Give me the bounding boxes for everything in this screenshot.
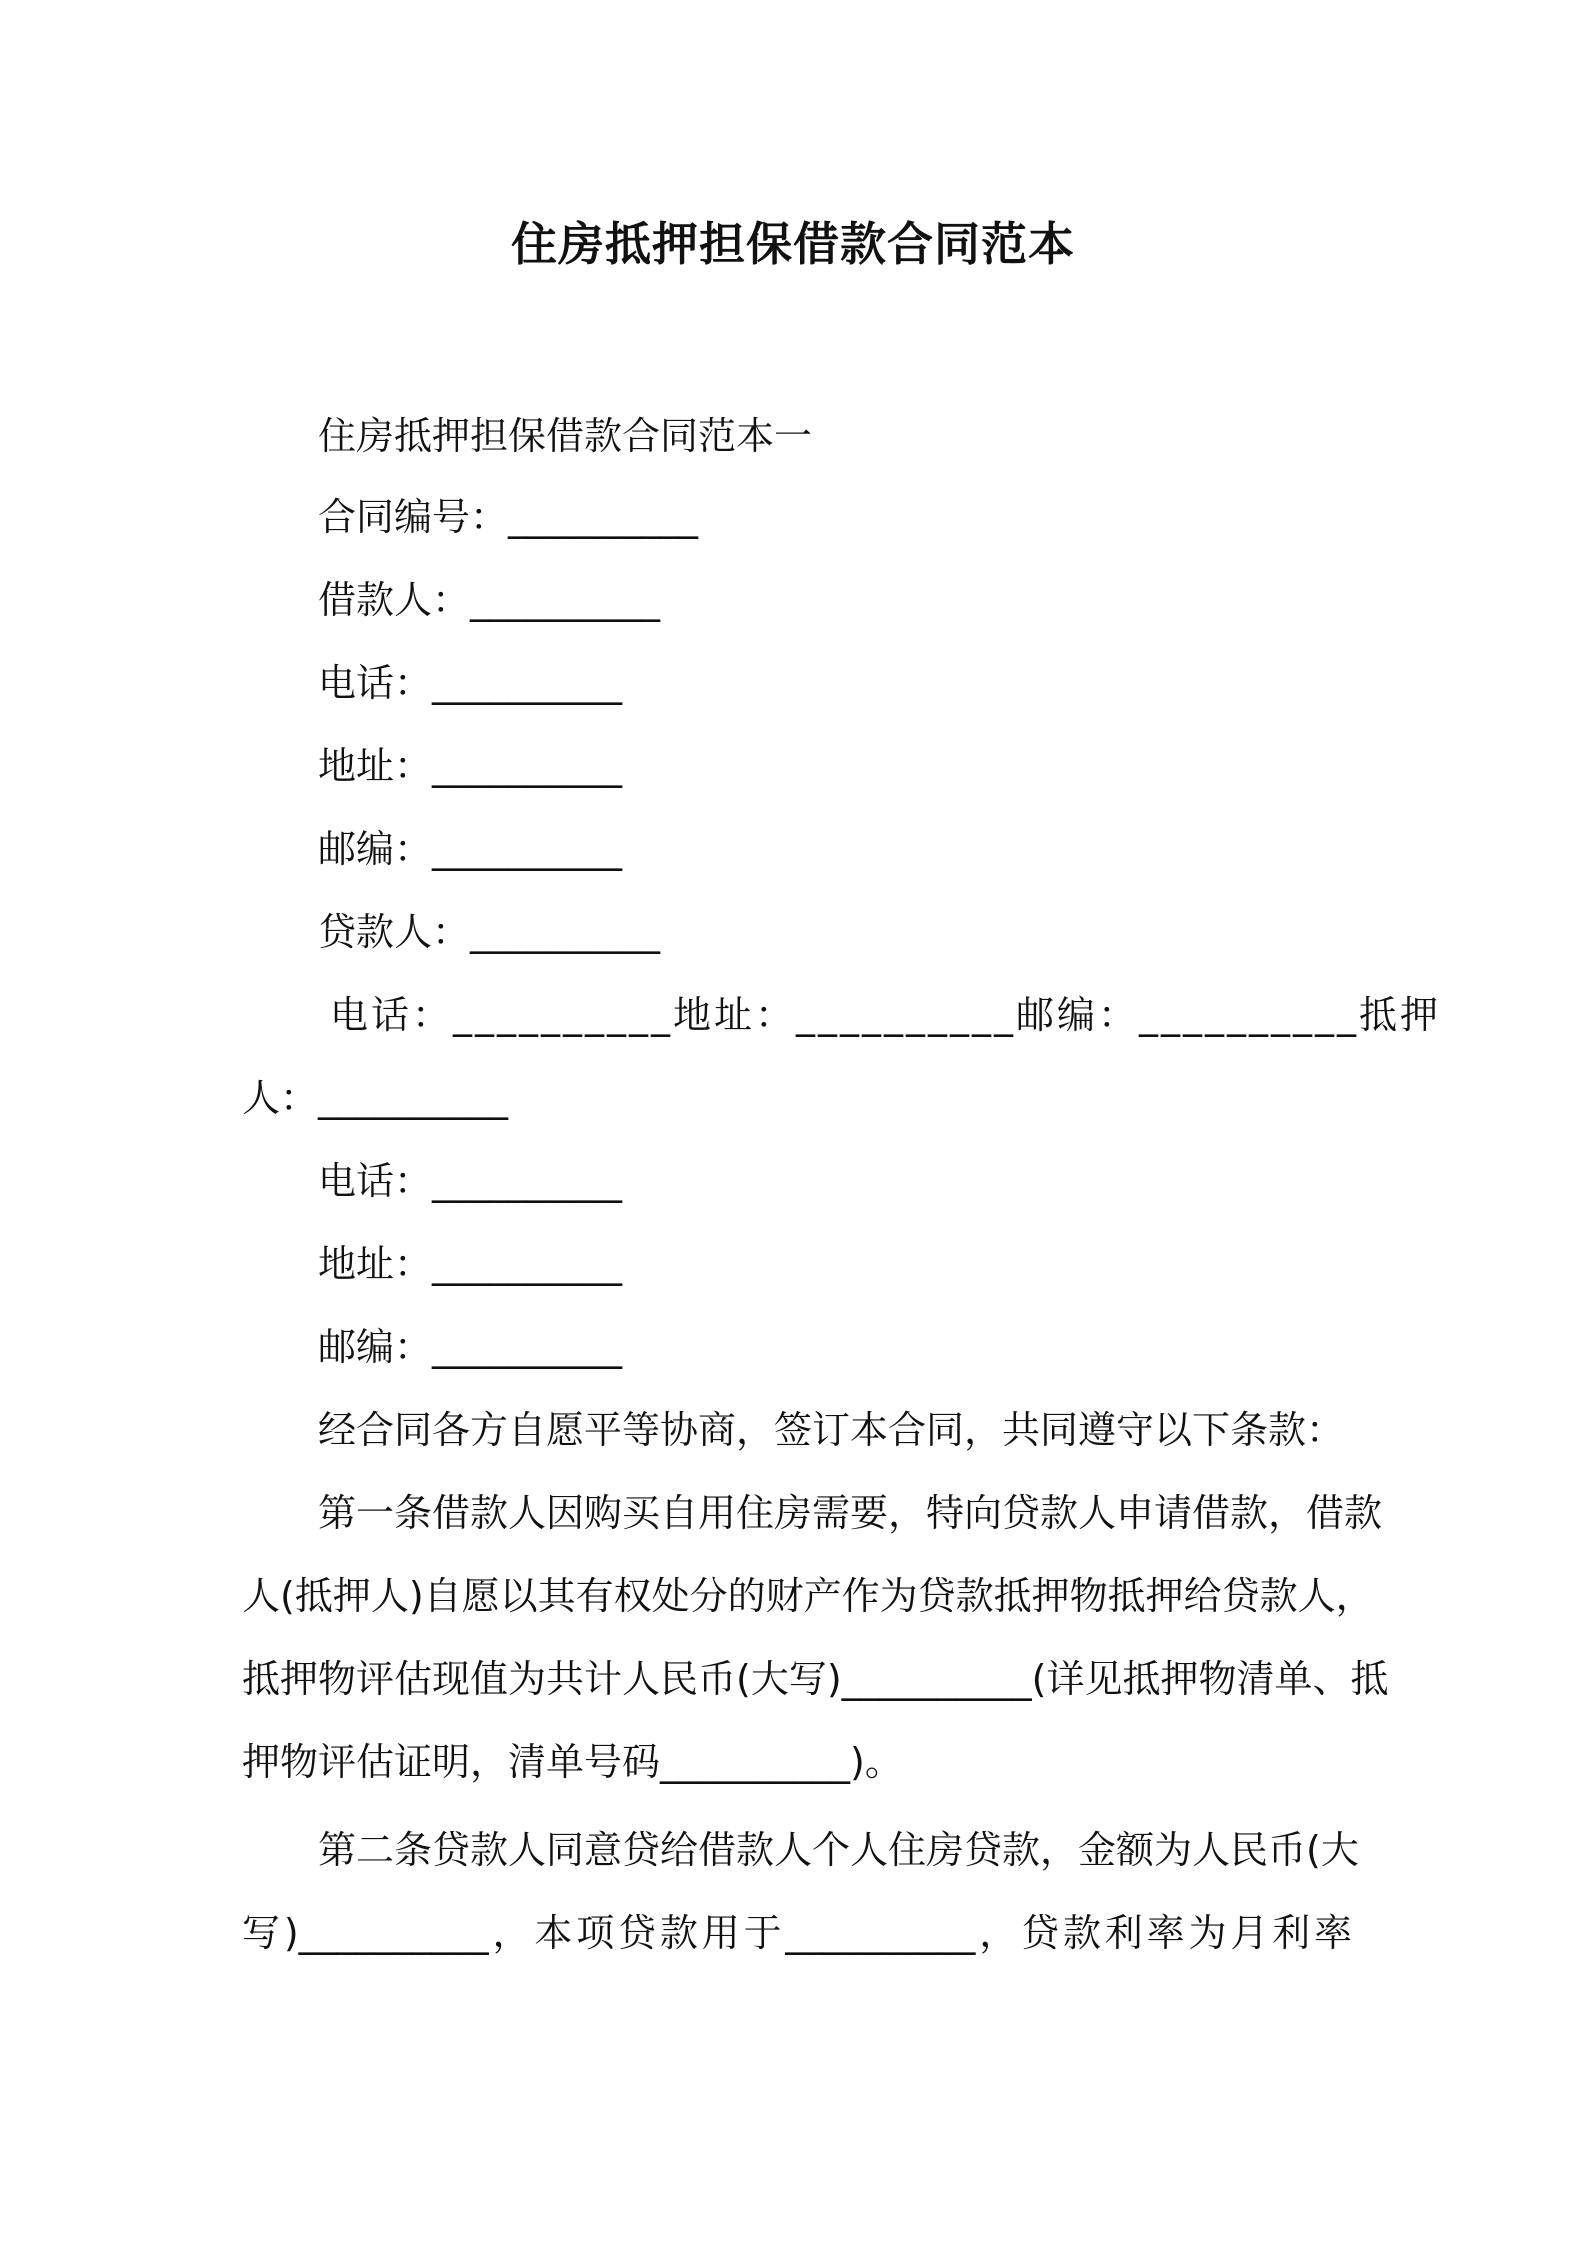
article-1-line-4: 押物评估证明，清单号码__________)。 — [242, 1740, 903, 1784]
article-1-line-1: 第一条借款人因购买自用住房需要，特向贷款人申请借款，借款 — [318, 1491, 1383, 1535]
mortgagor-phone-field: 电话：__________ — [318, 1159, 623, 1203]
mortgagor-field: 人：__________ — [242, 1076, 509, 1120]
article-2-line-1: 第二条贷款人同意贷给借款人个人住房贷款，金额为人民币(大 — [318, 1828, 1359, 1872]
document-subtitle: 住房抵押担保借款合同范本一 — [318, 414, 813, 458]
contract-number-field: 合同编号：__________ — [318, 495, 699, 539]
article-2-line-2: 写)__________，本项贷款用于__________，贷款利率为月利率 — [242, 1911, 1352, 1955]
intro-paragraph: 经合同各方自愿平等协商，签订本合同，共同遵守以下条款： — [318, 1408, 1345, 1452]
lender-field: 贷款人：__________ — [318, 910, 661, 954]
article-1-line-3: 抵押物评估现值为共计人民币(大写)__________(详见抵押物清单、抵 — [242, 1657, 1389, 1701]
mortgagor-address-field: 地址：__________ — [318, 1242, 623, 1286]
article-1-line-2: 人(抵押人)自愿以其有权处分的财产作为贷款抵押物抵押给贷款人， — [242, 1574, 1374, 1618]
lender-contact-line: 电话：__________地址：__________邮编：__________抵押 — [330, 993, 1442, 1037]
borrower-field: 借款人：__________ — [318, 578, 661, 622]
borrower-postcode-field: 邮编：__________ — [318, 827, 623, 871]
borrower-phone-field: 电话：__________ — [318, 661, 623, 705]
borrower-address-field: 地址：__________ — [318, 744, 623, 788]
mortgagor-postcode-field: 邮编：__________ — [318, 1325, 623, 1369]
document-title: 住房抵押担保借款合同范本 — [511, 217, 1075, 271]
